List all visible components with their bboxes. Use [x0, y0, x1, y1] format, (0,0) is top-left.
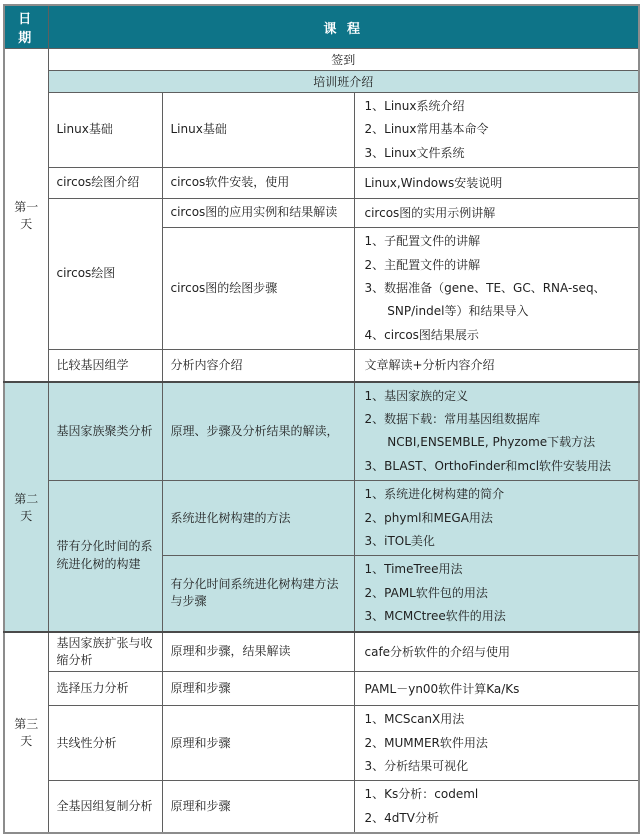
table-row [4, 168, 639, 199]
cell-method: 有分化时间系统进化树构建方法与步骤 [162, 556, 354, 632]
cell-method: circos软件安装，使用 [162, 168, 354, 199]
cell-method: 原理和步骤 [162, 706, 354, 781]
cell-detail: PAML－yn00软件计算Ka/Ks [354, 672, 639, 706]
cell-detail [354, 481, 639, 556]
cell-method: 原理和步骤，结果解读 [162, 632, 354, 672]
table-header-row [4, 5, 639, 49]
intro-row [4, 71, 639, 93]
table-row [4, 199, 639, 228]
cell-detail: cafe分析软件的介绍与使用 [354, 632, 639, 672]
cell-detail [354, 93, 639, 168]
course-item: 2、主配置文件的讲解 [364, 257, 481, 272]
cell-topic: 带有分化时间的系统进化树的构建 [48, 481, 162, 632]
intro-cell: 培训班介绍 [48, 71, 639, 93]
day1-label: 第一天 [4, 49, 48, 382]
course-schedule-table [3, 4, 640, 834]
day3-label: 第三天 [4, 632, 48, 834]
cell-detail [354, 706, 639, 781]
course-item: 1、基因家族的定义 [364, 388, 469, 403]
cell-method: circos图的应用实例和结果解读 [162, 199, 354, 228]
table-row [4, 632, 639, 672]
course-item: 3、MCMCtree软件的用法 [364, 609, 506, 624]
course-item: 2、Linux常用基本命令 [364, 122, 489, 137]
course-item: 2、4dTV分析 [364, 810, 439, 825]
table-row [4, 781, 639, 833]
cell-detail [354, 781, 639, 833]
header-course: 课 程 [48, 5, 639, 49]
table-row [4, 350, 639, 382]
table-row [4, 672, 639, 706]
cell-topic: 比较基因组学 [48, 350, 162, 382]
cell-topic: Linux基础 [48, 93, 162, 168]
course-item: 3、BLAST、OrthoFinder和mcl软件安装用法 [364, 458, 612, 473]
course-item: 1、系统进化树构建的简介 [364, 487, 505, 502]
table-row [4, 481, 639, 556]
cell-detail: 文章解读+分析内容介绍 [354, 350, 639, 382]
cell-detail [354, 382, 639, 481]
cell-method: 系统进化树构建的方法 [162, 481, 354, 556]
cell-topic: 选择压力分析 [48, 672, 162, 706]
signin-cell: 签到 [48, 49, 639, 71]
day2-label: 第二天 [4, 382, 48, 632]
header-date: 日 期 [4, 5, 48, 49]
course-item: 2、MUMMER软件用法 [364, 735, 488, 750]
cell-method: 原理、步骤及分析结果的解读， [162, 382, 354, 481]
cell-topic: 基因家族聚类分析 [48, 382, 162, 481]
course-item: 2、PAML软件包的用法 [364, 585, 488, 600]
course-item: 1、MCScanX用法 [364, 712, 465, 727]
course-item: 2、数据下载：常用基因组数据库NCBI,ENSEMBLE, Phyzome下载方法 [364, 412, 596, 450]
cell-method: 原理和步骤 [162, 781, 354, 833]
cell-topic: circos绘图介绍 [48, 168, 162, 199]
cell-method: circos图的绘图步骤 [162, 228, 354, 350]
cell-topic: 基因家族扩张与收缩分析 [48, 632, 162, 672]
cell-detail: Linux,Windows安装说明 [354, 168, 639, 199]
course-item: 1、子配置文件的讲解 [364, 234, 481, 249]
course-item: 3、Linux文件系统 [364, 145, 465, 160]
cell-method: 分析内容介绍 [162, 350, 354, 382]
table-row [4, 382, 639, 481]
cell-detail: circos图的实用示例讲解 [354, 199, 639, 228]
table-row [4, 706, 639, 781]
course-item: 1、TimeTree用法 [364, 562, 463, 577]
table-row [4, 93, 639, 168]
course-item: 1、Ks分析：codeml [364, 787, 479, 802]
cell-method: 原理和步骤 [162, 672, 354, 706]
cell-topic: circos绘图 [48, 199, 162, 350]
course-item: 3、iTOL美化 [364, 533, 435, 548]
course-item: 3、数据准备（gene、TE、GC、RNA-seq、SNP/indel等）和结果导入 [364, 280, 606, 319]
course-item: 3、分析结果可视化 [364, 759, 469, 774]
course-item: 4、circos图结果展示 [364, 327, 479, 342]
cell-topic: 全基因组复制分析 [48, 781, 162, 833]
cell-method: Linux基础 [162, 93, 354, 168]
course-item: 2、phyml和MEGA用法 [364, 510, 493, 525]
cell-detail [354, 556, 639, 632]
cell-topic: 共线性分析 [48, 706, 162, 781]
cell-detail [354, 228, 639, 350]
course-item: 1、Linux系统介绍 [364, 99, 465, 113]
signin-row [4, 49, 639, 71]
